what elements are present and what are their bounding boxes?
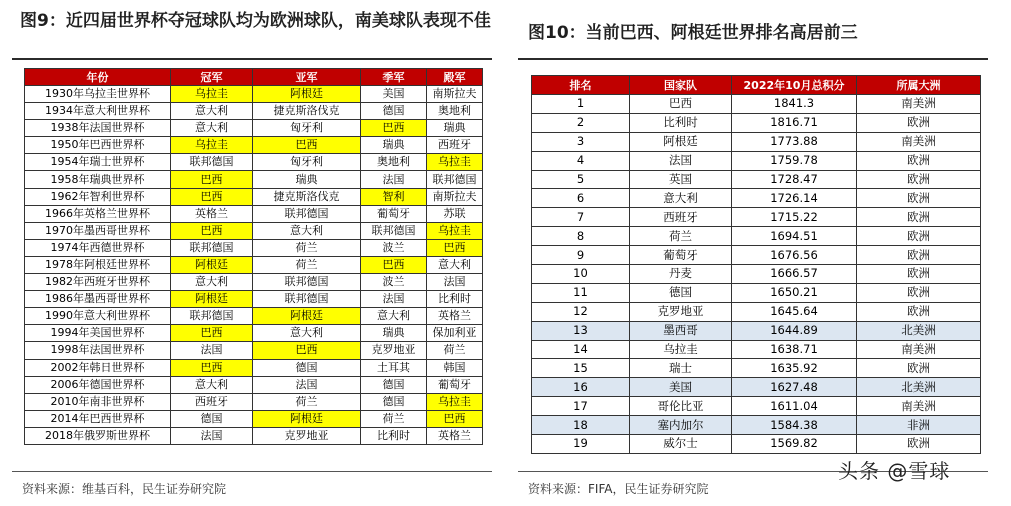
- toutiao-xueqiu-watermark: 头条 @雪球: [838, 459, 951, 483]
- table-cell: 荷兰: [361, 410, 427, 427]
- table-cell: 1569.82: [732, 435, 857, 454]
- table-row: [532, 132, 981, 151]
- table-cell: 1666.57: [732, 265, 857, 284]
- right-column-header: 所属大洲: [857, 76, 981, 95]
- table-cell: 15: [532, 359, 630, 378]
- table-cell: 5: [532, 170, 630, 189]
- left-source-divider: [12, 471, 492, 472]
- table-row: [532, 113, 981, 132]
- table-cell: 1715.22: [732, 208, 857, 227]
- table-row: [25, 274, 483, 291]
- table-cell: 瑞典: [253, 171, 361, 188]
- table-cell: 2010年南非世界杯: [25, 393, 171, 410]
- table-row: [25, 308, 483, 325]
- right-source-note: 资料来源：FIFA，民生证券研究院: [528, 482, 709, 496]
- table-cell: 巴西: [171, 188, 253, 205]
- table-cell: 捷克斯洛伐克: [253, 103, 361, 120]
- table-row: [532, 227, 981, 246]
- table-cell: 联邦德国: [253, 291, 361, 308]
- table-cell: 瑞典: [361, 137, 427, 154]
- table-cell: 南美洲: [857, 397, 981, 416]
- table-cell: 法国: [171, 427, 253, 444]
- table-cell: 2002年韩日世界杯: [25, 359, 171, 376]
- table-cell: 1938年法国世界杯: [25, 120, 171, 137]
- table-cell: 1994年美国世界杯: [25, 325, 171, 342]
- table-row: [532, 265, 981, 284]
- table-cell: 意大利: [171, 274, 253, 291]
- table-row: [25, 427, 483, 444]
- table-cell: 哥伦比亚: [630, 397, 732, 416]
- table-cell: 1962年智利世界杯: [25, 188, 171, 205]
- table-cell: 克罗地亚: [361, 342, 427, 359]
- table-cell: 欧洲: [857, 227, 981, 246]
- table-cell: 荷兰: [253, 239, 361, 256]
- table-cell: 意大利: [427, 256, 483, 273]
- table-cell: 1954年瑞士世界杯: [25, 154, 171, 171]
- table-cell: 奥地利: [427, 103, 483, 120]
- left-column-header: 年份: [25, 69, 171, 86]
- table-row: [25, 291, 483, 308]
- table-cell: 联邦德国: [253, 274, 361, 291]
- table-cell: 德国: [361, 103, 427, 120]
- table-cell: 南美洲: [857, 95, 981, 114]
- table-cell: 1974年西德世界杯: [25, 239, 171, 256]
- table-row: [532, 189, 981, 208]
- table-row: [25, 222, 483, 239]
- table-row: [532, 435, 981, 454]
- table-cell: 意大利: [171, 103, 253, 120]
- table-cell: 乌拉圭: [427, 393, 483, 410]
- table-cell: 欧洲: [857, 265, 981, 284]
- table-cell: 北美洲: [857, 378, 981, 397]
- table-cell: 丹麦: [630, 265, 732, 284]
- table-row: [532, 340, 981, 359]
- table-cell: 法国: [630, 151, 732, 170]
- table-cell: 瑞典: [427, 120, 483, 137]
- table-row: [25, 256, 483, 273]
- table-row: [25, 239, 483, 256]
- table-cell: 欧洲: [857, 113, 981, 132]
- table-row: [25, 205, 483, 222]
- table-cell: 土耳其: [361, 359, 427, 376]
- table-cell: 11: [532, 283, 630, 302]
- table-row: [532, 416, 981, 435]
- fifa-ranking-table: [531, 75, 981, 454]
- table-cell: 智利: [361, 188, 427, 205]
- table-cell: 美国: [361, 86, 427, 103]
- table-cell: 非洲: [857, 416, 981, 435]
- table-cell: 联邦德国: [171, 154, 253, 171]
- table-row: [25, 393, 483, 410]
- table-cell: 7: [532, 208, 630, 227]
- table-cell: 6: [532, 189, 630, 208]
- table-cell: 联邦德国: [171, 239, 253, 256]
- table-cell: 德国: [253, 359, 361, 376]
- left-column-header: 季军: [361, 69, 427, 86]
- table-cell: 1986年墨西哥世界杯: [25, 291, 171, 308]
- table-cell: 荷兰: [427, 342, 483, 359]
- table-cell: 西班牙: [630, 208, 732, 227]
- table-cell: 1966年英格兰世界杯: [25, 205, 171, 222]
- table-cell: 捷克斯洛伐克: [253, 188, 361, 205]
- table-cell: 阿根廷: [253, 410, 361, 427]
- table-cell: 1676.56: [732, 246, 857, 265]
- table-cell: 12: [532, 302, 630, 321]
- table-cell: 8: [532, 227, 630, 246]
- table-cell: 阿根廷: [171, 291, 253, 308]
- table-row: [532, 302, 981, 321]
- table-cell: 墨西哥: [630, 321, 732, 340]
- table-cell: 意大利: [253, 325, 361, 342]
- table-row: [25, 137, 483, 154]
- table-cell: 荷兰: [630, 227, 732, 246]
- table-cell: 欧洲: [857, 435, 981, 454]
- table-cell: 巴西: [171, 171, 253, 188]
- table-cell: 意大利: [253, 222, 361, 239]
- table-cell: 法国: [253, 376, 361, 393]
- table-cell: 波兰: [361, 274, 427, 291]
- table-cell: 1694.51: [732, 227, 857, 246]
- table-cell: 南美洲: [857, 340, 981, 359]
- table-cell: 欧洲: [857, 246, 981, 265]
- table-cell: 2006年德国世界杯: [25, 376, 171, 393]
- left-source-note: 资料来源：维基百科，民生证券研究院: [22, 482, 227, 496]
- table-row: [532, 151, 981, 170]
- table-cell: 乌拉圭: [171, 86, 253, 103]
- table-row: [25, 120, 483, 137]
- table-cell: 匈牙利: [253, 154, 361, 171]
- table-cell: 德国: [361, 376, 427, 393]
- table-cell: 德国: [171, 410, 253, 427]
- table-cell: 乌拉圭: [630, 340, 732, 359]
- table-cell: 1627.48: [732, 378, 857, 397]
- table-cell: 1958年瑞典世界杯: [25, 171, 171, 188]
- table-cell: 17: [532, 397, 630, 416]
- table-cell: 联邦德国: [171, 308, 253, 325]
- right-title-divider: [518, 58, 988, 60]
- table-row: [532, 95, 981, 114]
- table-cell: 波兰: [361, 239, 427, 256]
- table-row: [25, 103, 483, 120]
- table-cell: 巴西: [253, 342, 361, 359]
- table-cell: 1934年意大利世界杯: [25, 103, 171, 120]
- table-cell: 14: [532, 340, 630, 359]
- table-cell: 葡萄牙: [361, 205, 427, 222]
- table-cell: 荷兰: [253, 393, 361, 410]
- table-cell: 北美洲: [857, 321, 981, 340]
- table-row: [25, 359, 483, 376]
- table-cell: 法国: [361, 291, 427, 308]
- table-cell: 欧洲: [857, 302, 981, 321]
- right-column-header: 国家队: [630, 76, 732, 95]
- table-cell: 意大利: [630, 189, 732, 208]
- table-cell: 1998年法国世界杯: [25, 342, 171, 359]
- table-cell: 1: [532, 95, 630, 114]
- table-row: [25, 188, 483, 205]
- table-cell: 葡萄牙: [427, 376, 483, 393]
- table-cell: 1650.21: [732, 283, 857, 302]
- table-cell: 葡萄牙: [630, 246, 732, 265]
- table-row: [532, 321, 981, 340]
- left-column-header: 冠军: [171, 69, 253, 86]
- left-table-header-row: [25, 69, 483, 86]
- right-table-header-row: [532, 76, 981, 95]
- table-cell: 1584.38: [732, 416, 857, 435]
- table-cell: 荷兰: [253, 256, 361, 273]
- table-cell: 1759.78: [732, 151, 857, 170]
- table-cell: 南斯拉夫: [427, 188, 483, 205]
- table-row: [25, 410, 483, 427]
- right-column-header: 2022年10月总积分: [732, 76, 857, 95]
- table-row: [25, 171, 483, 188]
- table-cell: 英格兰: [427, 308, 483, 325]
- table-cell: 1930年乌拉圭世界杯: [25, 86, 171, 103]
- table-cell: 9: [532, 246, 630, 265]
- table-cell: 阿根廷: [630, 132, 732, 151]
- table-cell: 1611.04: [732, 397, 857, 416]
- table-cell: 3: [532, 132, 630, 151]
- table-cell: 巴西: [361, 256, 427, 273]
- table-cell: 巴西: [171, 222, 253, 239]
- table-cell: 美国: [630, 378, 732, 397]
- left-title-divider: [12, 58, 492, 60]
- table-cell: 乌拉圭: [427, 154, 483, 171]
- table-row: [25, 342, 483, 359]
- table-cell: 阿根廷: [253, 308, 361, 325]
- table-cell: 1728.47: [732, 170, 857, 189]
- table-row: [532, 246, 981, 265]
- left-column-header: 殿军: [427, 69, 483, 86]
- table-cell: 10: [532, 265, 630, 284]
- table-cell: 1841.3: [732, 95, 857, 114]
- table-row: [532, 359, 981, 378]
- table-cell: 保加利亚: [427, 325, 483, 342]
- table-row: [25, 376, 483, 393]
- table-cell: 2018年俄罗斯世界杯: [25, 427, 171, 444]
- table-cell: 1726.14: [732, 189, 857, 208]
- table-row: [25, 154, 483, 171]
- table-cell: 法国: [361, 171, 427, 188]
- table-cell: 欧洲: [857, 151, 981, 170]
- table-cell: 瑞典: [361, 325, 427, 342]
- table-cell: 意大利: [361, 308, 427, 325]
- table-cell: 巴西: [630, 95, 732, 114]
- table-cell: 1970年墨西哥世界杯: [25, 222, 171, 239]
- table-cell: 欧洲: [857, 189, 981, 208]
- table-cell: 瑞士: [630, 359, 732, 378]
- table-cell: 2014年巴西世界杯: [25, 410, 171, 427]
- table-cell: 克罗地亚: [253, 427, 361, 444]
- table-cell: 比利时: [630, 113, 732, 132]
- table-cell: 1638.71: [732, 340, 857, 359]
- table-row: [532, 283, 981, 302]
- table-cell: 巴西: [427, 410, 483, 427]
- table-row: [532, 208, 981, 227]
- table-cell: 巴西: [361, 120, 427, 137]
- table-cell: 阿根廷: [253, 86, 361, 103]
- table-cell: 意大利: [171, 376, 253, 393]
- table-cell: 欧洲: [857, 283, 981, 302]
- table-cell: 英格兰: [171, 205, 253, 222]
- table-cell: 乌拉圭: [171, 137, 253, 154]
- table-cell: 比利时: [427, 291, 483, 308]
- table-cell: 2: [532, 113, 630, 132]
- table-cell: 奥地利: [361, 154, 427, 171]
- table-cell: 19: [532, 435, 630, 454]
- table-cell: 威尔士: [630, 435, 732, 454]
- table-cell: 英格兰: [427, 427, 483, 444]
- table-cell: 德国: [361, 393, 427, 410]
- table-cell: 18: [532, 416, 630, 435]
- table-cell: 1644.89: [732, 321, 857, 340]
- table-row: [25, 325, 483, 342]
- table-cell: 联邦德国: [427, 171, 483, 188]
- table-cell: 4: [532, 151, 630, 170]
- table-cell: 巴西: [253, 137, 361, 154]
- table-cell: 德国: [630, 283, 732, 302]
- table-cell: 西班牙: [171, 393, 253, 410]
- table-cell: 南美洲: [857, 132, 981, 151]
- table-cell: 巴西: [171, 325, 253, 342]
- table-cell: 联邦德国: [253, 205, 361, 222]
- table-cell: 1950年巴西世界杯: [25, 137, 171, 154]
- table-cell: 西班牙: [427, 137, 483, 154]
- table-cell: 1645.64: [732, 302, 857, 321]
- table-cell: 巴西: [171, 359, 253, 376]
- table-cell: 匈牙利: [253, 120, 361, 137]
- table-cell: 1635.92: [732, 359, 857, 378]
- table-cell: 欧洲: [857, 359, 981, 378]
- table-cell: 13: [532, 321, 630, 340]
- table-cell: 16: [532, 378, 630, 397]
- table-cell: 欧洲: [857, 208, 981, 227]
- table-row: [532, 378, 981, 397]
- table-cell: 苏联: [427, 205, 483, 222]
- table-cell: 阿根廷: [171, 256, 253, 273]
- table-cell: 法国: [427, 274, 483, 291]
- table-cell: 法国: [171, 342, 253, 359]
- table-cell: 英国: [630, 170, 732, 189]
- table-cell: 1982年西班牙世界杯: [25, 274, 171, 291]
- table-cell: 韩国: [427, 359, 483, 376]
- table-row: [532, 170, 981, 189]
- table-cell: 1816.71: [732, 113, 857, 132]
- table-cell: 南斯拉夫: [427, 86, 483, 103]
- right-figure-title: 图10：当前巴西、阿根廷世界排名高居前三: [528, 23, 858, 43]
- table-cell: 克罗地亚: [630, 302, 732, 321]
- table-cell: 巴西: [427, 239, 483, 256]
- world-cup-results-table: [24, 68, 483, 445]
- table-row: [532, 397, 981, 416]
- table-cell: 1773.88: [732, 132, 857, 151]
- table-cell: 意大利: [171, 120, 253, 137]
- table-cell: 1978年阿根廷世界杯: [25, 256, 171, 273]
- table-cell: 联邦德国: [361, 222, 427, 239]
- table-row: [25, 86, 483, 103]
- table-cell: 乌拉圭: [427, 222, 483, 239]
- right-column-header: 排名: [532, 76, 630, 95]
- table-cell: 塞内加尔: [630, 416, 732, 435]
- table-cell: 比利时: [361, 427, 427, 444]
- left-figure-title: 图9：近四届世界杯夺冠球队均为欧洲球队，南美球队表现不佳: [20, 11, 491, 31]
- table-cell: 欧洲: [857, 170, 981, 189]
- left-column-header: 亚军: [253, 69, 361, 86]
- table-cell: 1990年意大利世界杯: [25, 308, 171, 325]
